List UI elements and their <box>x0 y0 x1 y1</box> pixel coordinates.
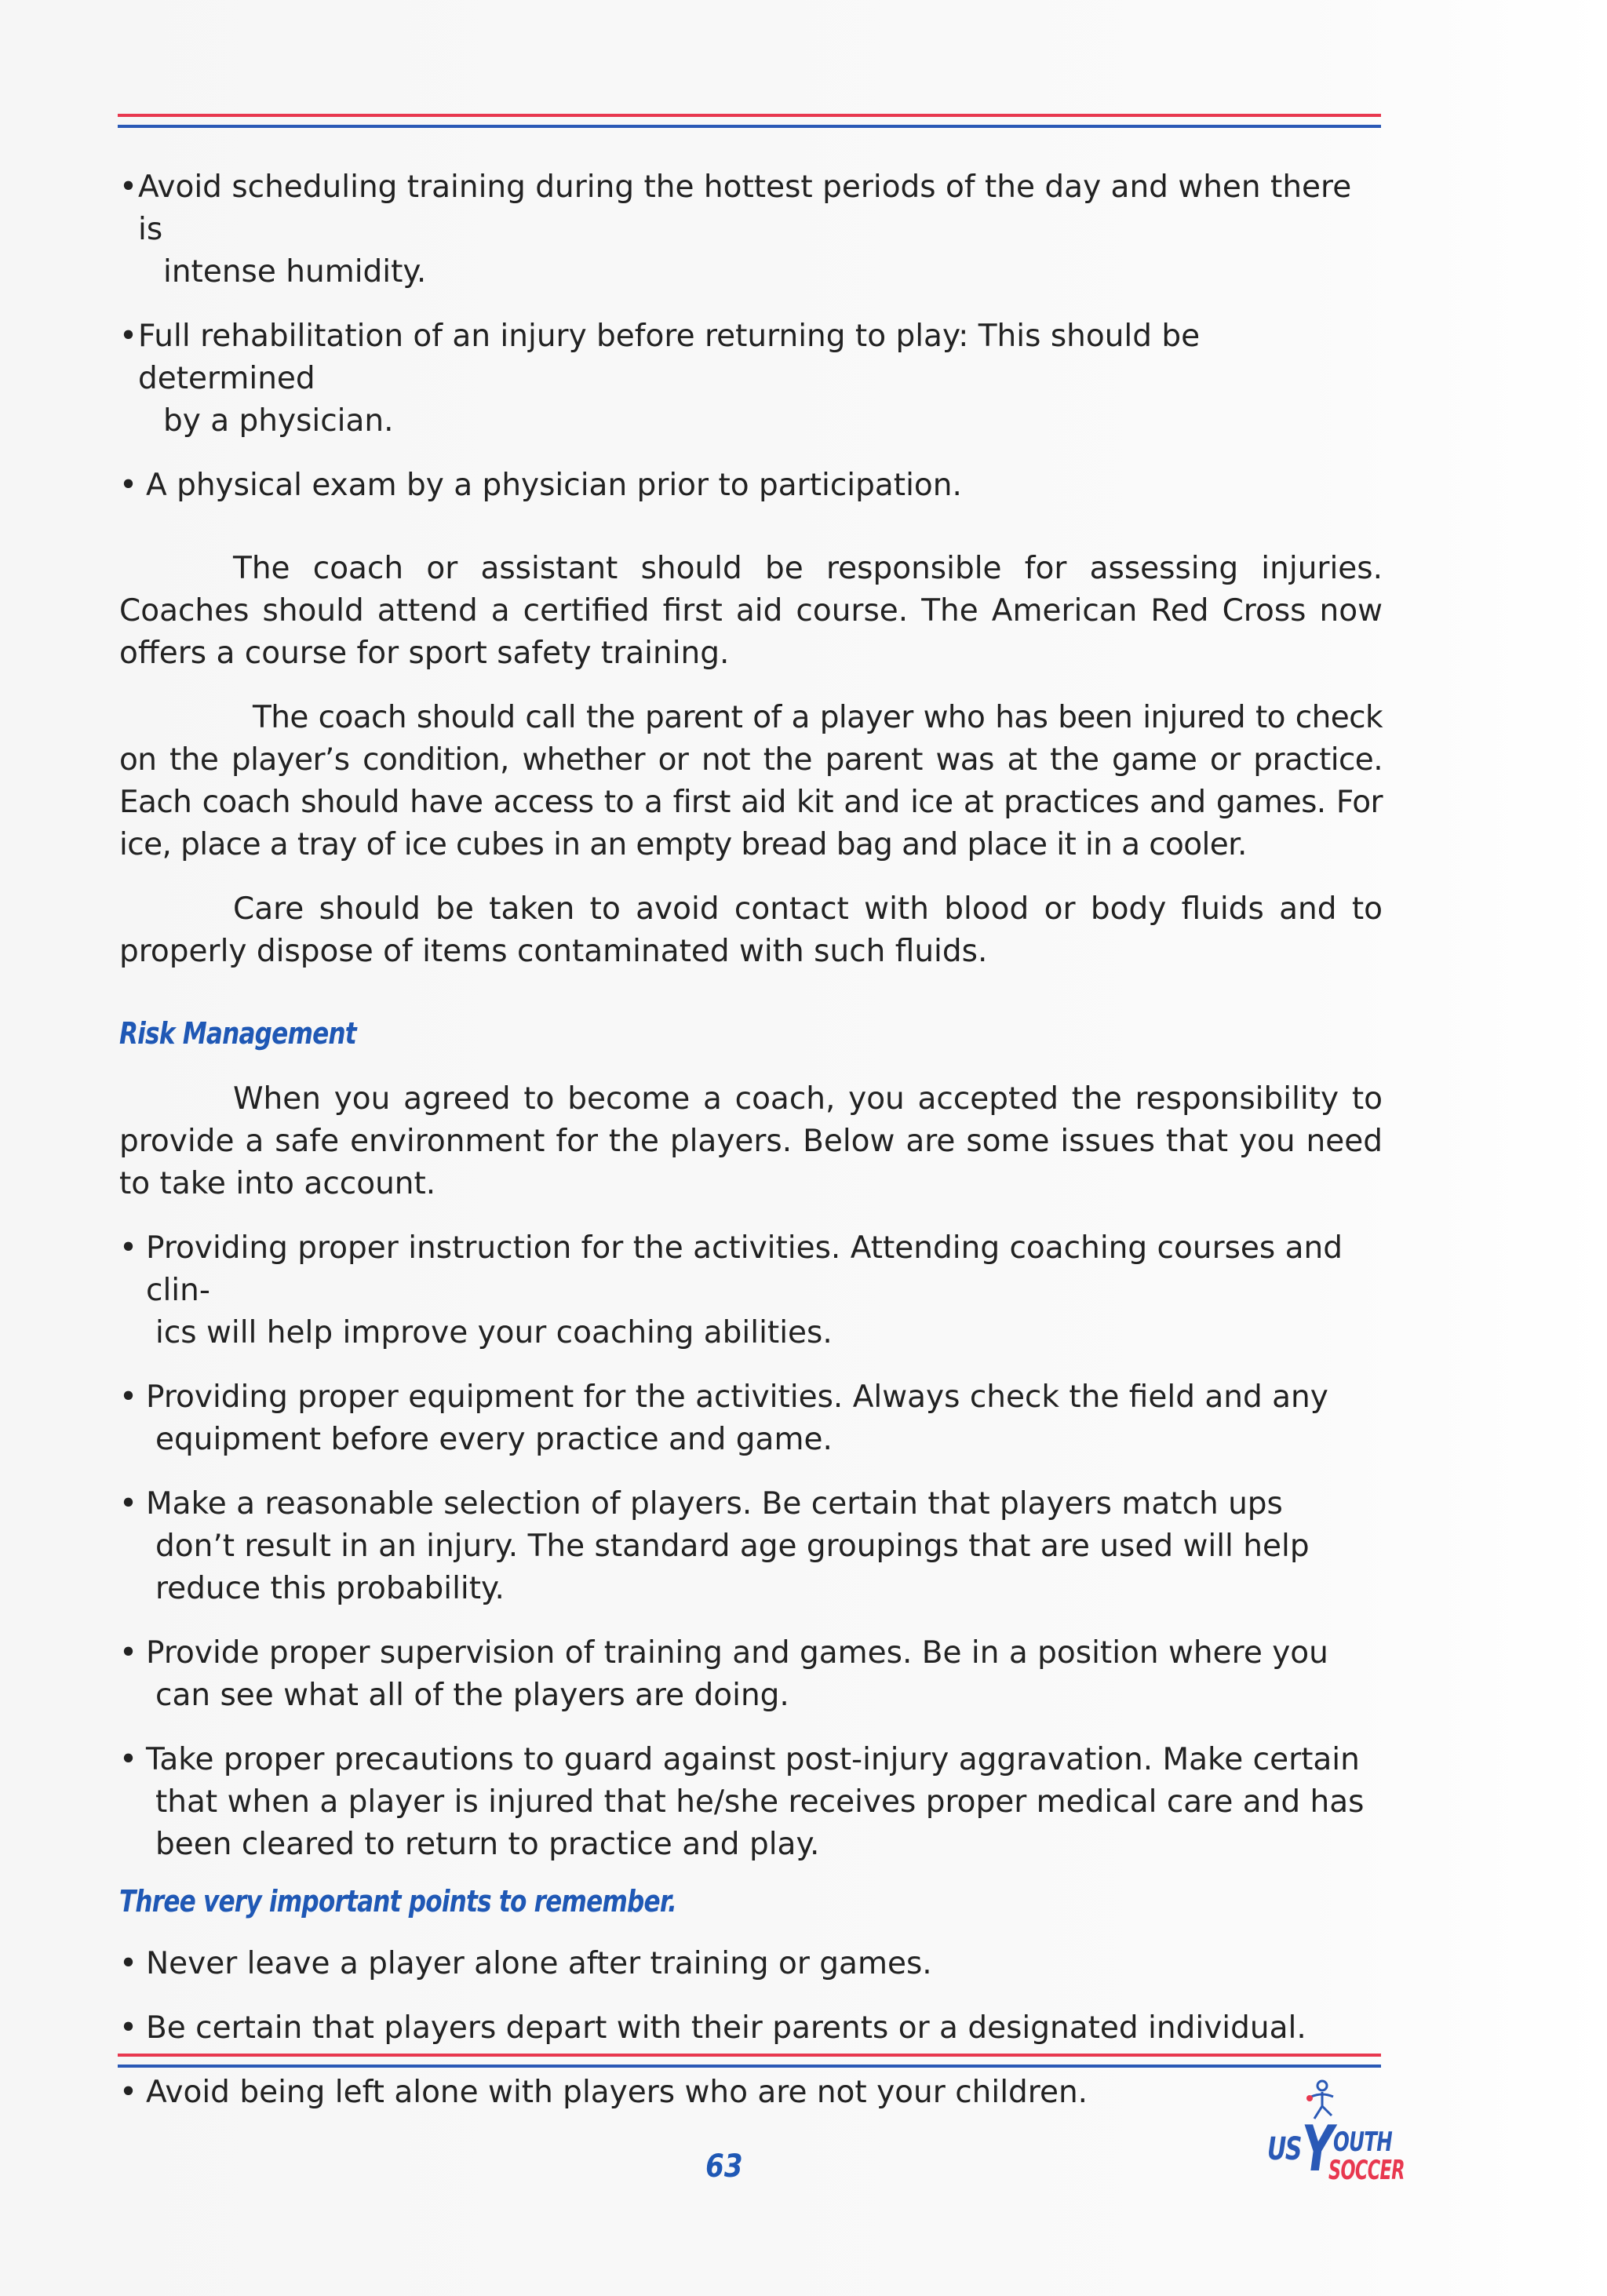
section-heading-risk-management: Risk Management <box>119 1016 356 1051</box>
bullet-dot: • <box>119 2010 138 2046</box>
bullet-item <box>119 2007 1383 2050</box>
bullet-text: equipment before every practice and game. <box>155 1422 833 1457</box>
bullet-text: Providing proper equipment for the activities. Always check the field and any <box>146 1379 1328 1415</box>
bullet-item <box>119 2072 1383 2114</box>
bullet-text: ics will help improve your coaching abilities. <box>155 1315 833 1350</box>
bullet-text: intense humidity. <box>163 254 427 290</box>
logo-youth-text: OUTH <box>1333 2127 1393 2158</box>
bullet-text: A physical exam by a physician prior to participation. <box>146 468 962 503</box>
bullet-item <box>119 1943 1383 1985</box>
bullet-item <box>119 1483 1383 1610</box>
bullet-text: Never leave a player alone after training or games. <box>146 1946 932 1981</box>
risk-bullet-list <box>119 1227 1383 1866</box>
bullet-dot: • <box>119 319 138 354</box>
bullet-text: Provide proper supervision of training and games. Be in a position where you <box>146 1635 1328 1671</box>
body-paragraph: The coach should call the parent of a player who has been injured to check on the player’s condition, whether or not the parent was at the game or practice. Each coach should have access to a first aid kit and ice at practices and games. For ice, place a tray of ice cubes in an empty bread bag and place it in a cooler. <box>119 700 1383 862</box>
body-paragraph: Care should be taken to avoid contact with blood or body fluids and to properly dispose of items contaminated with such fluids. <box>119 891 1383 969</box>
bullet-dot: • <box>119 1635 138 1671</box>
bullet-text: been cleared to return to practice and play. <box>155 1827 820 1862</box>
bullet-dot: • <box>119 468 138 503</box>
bullet-dot: • <box>119 1946 138 1981</box>
bullet-text: that when a player is injured that he/she receives proper medical care and has <box>155 1784 1365 1820</box>
bullet-item <box>119 1739 1383 1866</box>
bullet-dot: • <box>119 1486 138 1522</box>
bullet-item <box>119 1376 1383 1461</box>
bullet-item <box>119 1227 1383 1354</box>
bullet-item <box>119 1632 1383 1717</box>
logo-soccer-text: SOCCER <box>1328 2155 1405 2186</box>
bullet-dot: • <box>119 2075 138 2110</box>
page-content <box>119 166 1383 2114</box>
bullet-text: Avoid being left alone with players who are not your children. <box>146 2075 1088 2110</box>
logo-us-text: US <box>1267 2131 1301 2167</box>
bullet-text: reduce this probability. <box>155 1571 505 1606</box>
bullet-item <box>119 315 1383 443</box>
bullet-text: Make a reasonable selection of players. Be certain that players match ups <box>146 1486 1283 1522</box>
bullet-dot: • <box>119 1379 138 1415</box>
logo-y-letter: Y <box>1302 2112 1334 2185</box>
bullet-dot: • <box>119 1742 138 1777</box>
bullet-text: Take proper precautions to guard against post-injury aggravation. Make certain <box>146 1742 1360 1777</box>
bullet-text: can see what all of the players are doing. <box>155 1678 789 1713</box>
bullet-text: Be certain that players depart with their parents or a designated individual. <box>146 2010 1306 2046</box>
body-paragraph: The coach or assistant should be responsible for assessing injuries. Coaches should attend a certified first aid course. The American Red Cross now offers a course for sport safety training. <box>119 551 1383 671</box>
bottom-rule <box>118 2054 1381 2068</box>
body-paragraph: When you agreed to become a coach, you accepted the responsibility to provide a safe environment for the players. Below are some issues that you need to take into account. <box>119 1081 1383 1201</box>
bullet-dot: • <box>119 1230 138 1266</box>
bullet-text: Full rehabilitation of an injury before returning to play: This should be determined <box>138 319 1201 396</box>
bullet-text: Providing proper instruction for the activities. Attending coaching courses and clin- <box>146 1230 1343 1308</box>
bullet-dot: • <box>119 169 138 205</box>
page-number: 63 <box>705 2148 743 2185</box>
us-youth-soccer-logo <box>1267 2079 1405 2189</box>
bullet-text: don’t result in an injury. The standard age groupings that are used will help <box>155 1529 1310 1564</box>
points-bullet-list <box>119 1943 1383 2114</box>
bullet-item <box>119 166 1383 293</box>
bullet-item <box>119 465 1383 507</box>
section-heading-three-points: Three very important points to remember. <box>119 1884 676 1919</box>
bullet-text: by a physician. <box>163 403 394 439</box>
top-rule <box>118 114 1381 128</box>
bullet-text: Avoid scheduling training during the hottest periods of the day and when there is <box>138 169 1352 247</box>
